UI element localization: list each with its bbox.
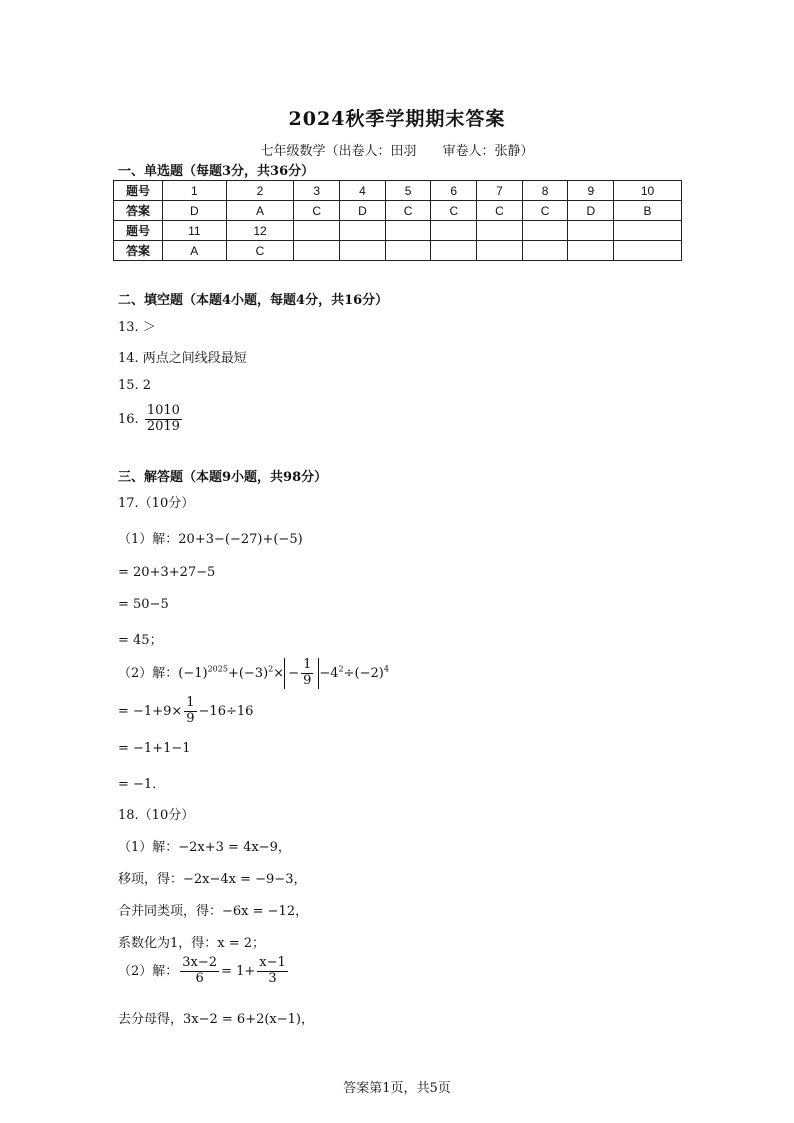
table-cell: 11 (163, 221, 227, 241)
numerator: 3x−2 (182, 955, 218, 970)
table-row (114, 241, 682, 261)
part-label: （1）解： (118, 532, 179, 547)
answer-13: 13. ＞ (118, 320, 156, 335)
table-cell (477, 221, 523, 241)
q18-part1: （1）解：−2x+3 = 4x−9， (118, 840, 291, 855)
table-cell: A (226, 201, 294, 221)
numerator: 1010 (146, 403, 180, 418)
absolute-value: − $\frac{1}{9}$ (284, 658, 319, 689)
table-cell: C (477, 201, 523, 221)
table-cell: D (568, 201, 614, 221)
table-cell (340, 221, 386, 241)
expr-part: (−1) (178, 665, 208, 681)
step: = 20+3+27−5 (118, 565, 216, 580)
expr-part: = −1+9× (118, 703, 183, 719)
table-cell: C (385, 201, 431, 221)
table-cell: 4 (340, 181, 386, 201)
table-row (114, 181, 682, 201)
table-cell: B (614, 201, 682, 221)
table-row (114, 201, 682, 221)
table-cell: A (163, 241, 227, 261)
table-cell: C (522, 201, 568, 221)
denominator: 9 (186, 710, 195, 726)
denominator: 3 (268, 970, 277, 986)
part-label: （2）解： (118, 963, 179, 979)
answer-15: 15. 2 (118, 378, 152, 393)
exponent: 2 (338, 664, 344, 674)
expr-part: −16÷16 (198, 703, 254, 719)
table-cell: 12 (226, 221, 294, 241)
table-cell (614, 221, 682, 241)
q17-part2 (118, 658, 389, 689)
section-2-heading: 二、填空题（本题4小题，每题4分，共16分） (118, 293, 389, 308)
fraction (257, 956, 288, 987)
step: = −1+1−1 (118, 741, 191, 756)
step: = 45； (118, 633, 163, 648)
table-row (114, 221, 682, 241)
section-3-heading: 三、解答题（本题9小题，共98分） (118, 470, 328, 485)
table-cell (340, 241, 386, 261)
table-cell: 7 (477, 181, 523, 201)
answer-16 (118, 404, 184, 435)
fraction (184, 696, 196, 727)
table-cell (568, 221, 614, 241)
table-cell: 8 (522, 181, 568, 201)
expr-part: ÷(−2) (343, 665, 384, 681)
step: 合并同类项，得：−6x = −12， (118, 904, 309, 919)
expression: 20+3−(−27)+(−5) (178, 532, 303, 547)
q17-title: 17.（10分） (118, 496, 195, 511)
table-cell (385, 241, 431, 261)
page-footer: 答案第1页，共5页 (343, 1081, 451, 1096)
expr-part: × (273, 665, 285, 681)
step: 移项，得：−2x−4x = −9−3， (118, 872, 307, 887)
answer-table (113, 180, 682, 261)
row-label: 题号 (114, 181, 163, 201)
exponent: 2025 (207, 664, 228, 674)
q18-title: 18.（10分） (118, 808, 195, 823)
table-cell (568, 241, 614, 261)
expr-part: = 1+ (221, 963, 256, 979)
table-cell (431, 221, 477, 241)
table-cell: C (431, 201, 477, 221)
denominator: 6 (195, 970, 204, 986)
step: 系数化为1，得：x = 2； (118, 936, 266, 951)
table-cell: 2 (226, 181, 294, 201)
step: 去分母得，3x−2 = 6+2(x−1)， (118, 1012, 314, 1027)
numerator: 1 (186, 695, 195, 710)
table-cell (385, 221, 431, 241)
step: = −1． (118, 777, 166, 792)
page-title: 2024秋季学期期末答案 (288, 108, 506, 130)
denominator: 9 (303, 672, 312, 688)
table-cell (522, 221, 568, 241)
table-cell (294, 221, 340, 241)
step (118, 696, 253, 727)
fraction (301, 658, 313, 689)
q17-part1 (118, 528, 303, 547)
table-cell: C (226, 241, 294, 261)
table-cell: 10 (614, 181, 682, 201)
section-1-heading: 一、单选题（每题3分，共36分） (118, 164, 315, 179)
q18-part2 (118, 956, 290, 987)
numerator: x−1 (259, 955, 286, 970)
expr-part: −4 (319, 665, 339, 681)
part-label: （2）解： (118, 665, 179, 681)
expr-part: +(−3) (227, 665, 269, 681)
table-cell (522, 241, 568, 261)
row-label: 答案 (114, 241, 163, 261)
table-cell (431, 241, 477, 261)
exponent: 2 (268, 664, 274, 674)
row-label: 题号 (114, 221, 163, 241)
table-cell: 9 (568, 181, 614, 201)
table-cell: D (163, 201, 227, 221)
table-cell: D (340, 201, 386, 221)
table-cell (294, 241, 340, 261)
fraction (180, 956, 219, 987)
answer-14: 14. 两点之间线段最短 (118, 351, 247, 366)
answer-16-label: 16. (118, 411, 139, 427)
table-cell (614, 241, 682, 261)
table-cell (477, 241, 523, 261)
numerator: 1 (303, 657, 312, 672)
table-cell: 1 (163, 181, 227, 201)
table-cell: C (294, 201, 340, 221)
denominator: 2019 (146, 418, 180, 434)
step: = 50−5 (118, 597, 169, 612)
fraction (145, 404, 182, 435)
table-cell: 6 (431, 181, 477, 201)
table-cell: 3 (294, 181, 340, 201)
table-cell: 5 (385, 181, 431, 201)
exponent: 4 (383, 664, 389, 674)
row-label: 答案 (114, 201, 163, 221)
page-subtitle: 七年级数学（出卷人：田羽 审卷人：张静） (260, 144, 534, 159)
